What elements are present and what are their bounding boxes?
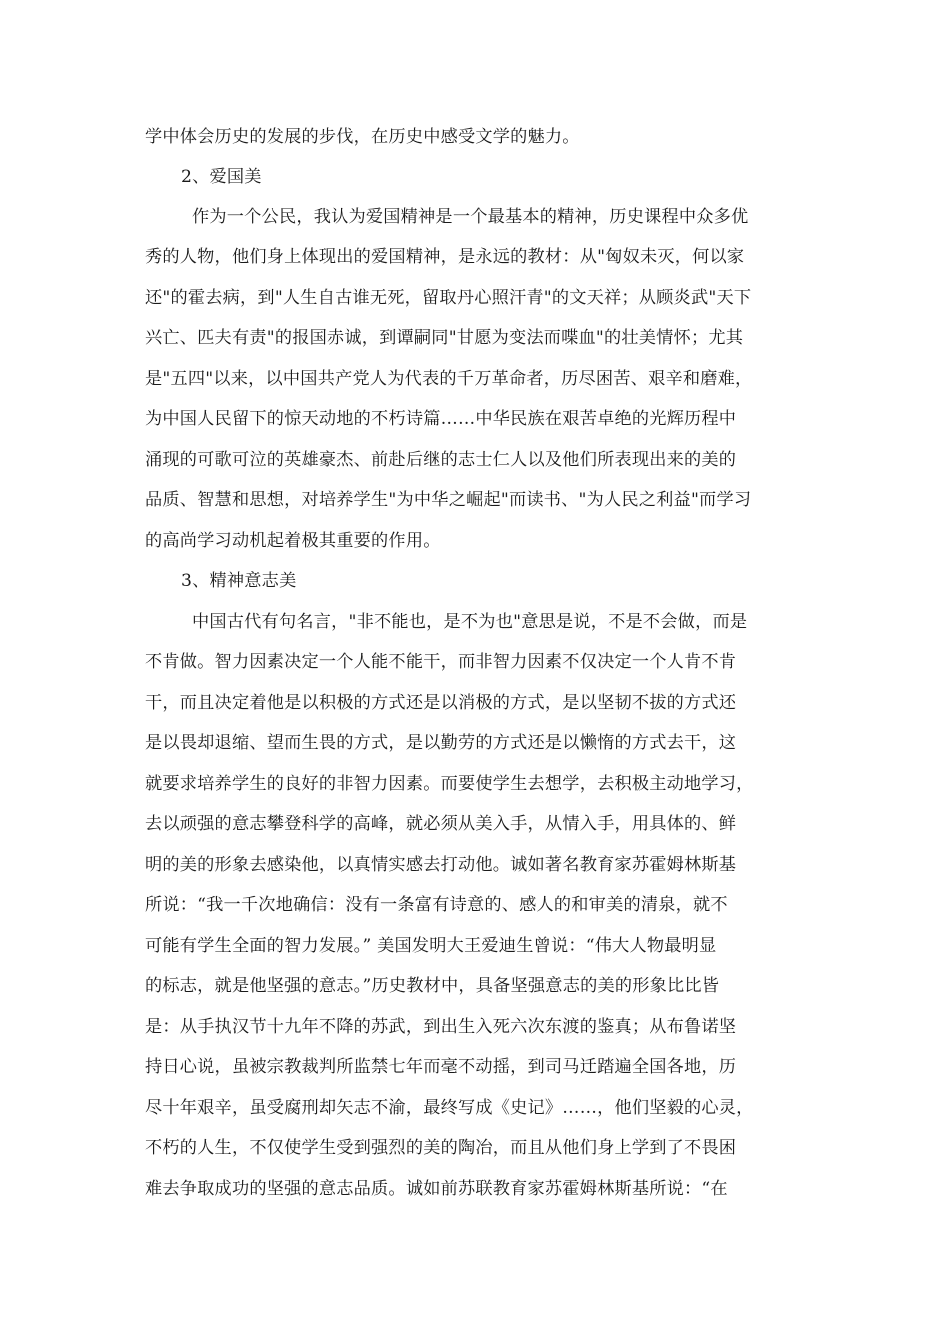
paragraph-continuation: 学中体会历史的发展的步伐，在历史中感受文学的魅力。: [145, 127, 580, 147]
paragraph-line: 去以顽强的意志攀登科学的高峰，就必须从美入手，从情入手，用具体的、鲜: [145, 814, 737, 834]
paragraph-line: 中国古代有句名言，"非不能也，是不为也"意思是说，不是不会做，而是: [192, 612, 748, 632]
paragraph-line: 秀的人物，他们身上体现出的爱国精神，是永远的教材：从"匈奴未灭，何以家: [145, 247, 745, 267]
paragraph-line: 涌现的可歌可泣的英雄豪杰、前赴后继的志士仁人以及他们所表现出来的美的: [145, 450, 737, 470]
paragraph-line: 的高尚学习动机起着极其重要的作用。: [145, 531, 441, 551]
section-heading-patriotism: 2、爱国美: [181, 167, 262, 187]
paragraph-line: 兴亡、匹夫有责"的报国赤诚，到谭嗣同"甘愿为变法而喋血"的壮美情怀；尤其: [145, 328, 744, 348]
paragraph-line: 干，而且决定着他是以积极的方式还是以消极的方式，是以坚韧不拔的方式还: [145, 693, 737, 713]
paragraph-line: 持日心说，虽被宗教裁判所监禁七年而毫不动摇，到司马迁踏遍全国各地，历: [145, 1057, 737, 1077]
paragraph-line: 作为一个公民，我认为爱国精神是一个最基本的精神，历史课程中众多优: [192, 207, 749, 227]
paragraph-line: 的标志，就是他坚强的意志。”历史教材中，具备坚强意志的美的形象比比皆: [145, 976, 720, 996]
paragraph-line: 为中国人民留下的惊天动地的不朽诗篇……中华民族在艰苦卓绝的光辉历程中: [145, 409, 737, 429]
paragraph-line: 可能有学生全面的智力发展。” 美国发明大王爱迪生曾说：“伟大人物最明显: [145, 936, 717, 956]
paragraph-line: 就要求培养学生的良好的非智力因素。而要使学生去想学，去积极主动地学习，: [145, 774, 754, 794]
paragraph-line: 是：从手执汉节十九年不降的苏武，到出生入死六次东渡的鉴真；从布鲁诺坚: [145, 1017, 737, 1037]
paragraph-line: 是以畏却退缩、望而生畏的方式，是以勤劳的方式还是以懒惰的方式去干，这: [145, 733, 737, 753]
paragraph-line: 是"五四"以来，以中国共产党人为代表的千万革命者，历尽困苦、艰辛和磨难，: [145, 369, 753, 389]
paragraph-line: 不肯做。智力因素决定一个人能不能干，而非智力因素不仅决定一个人肯不肯: [145, 652, 737, 672]
paragraph-line: 品质、智慧和思想，对培养学生"为中华之崛起"而读书、"为人民之利益"而学习: [145, 490, 752, 510]
paragraph-line: 不朽的人生，不仅使学生受到强烈的美的陶冶，而且从他们身上学到了不畏困: [145, 1138, 737, 1158]
paragraph-line: 明的美的形象去感染他，以真情实感去打动他。诚如著名教育家苏霍姆林斯基: [145, 855, 737, 875]
paragraph-line: 还"的霍去病，到"人生自古谁无死，留取丹心照汗青"的文天祥；从顾炎武"天下: [145, 288, 752, 308]
paragraph-line: 尽十年艰辛，虽受腐刑却矢志不渝，最终写成《史记》……，他们坚毅的心灵，: [145, 1098, 754, 1118]
paragraph-line: 所说：“我一千次地确信：没有一条富有诗意的、感人的和审美的清泉，就不: [145, 895, 728, 915]
section-heading-willpower: 3、精神意志美: [181, 571, 297, 591]
paragraph-line: 难去争取成功的坚强的意志品质。诚如前苏联教育家苏霍姆林斯基所说：“在: [145, 1179, 728, 1199]
